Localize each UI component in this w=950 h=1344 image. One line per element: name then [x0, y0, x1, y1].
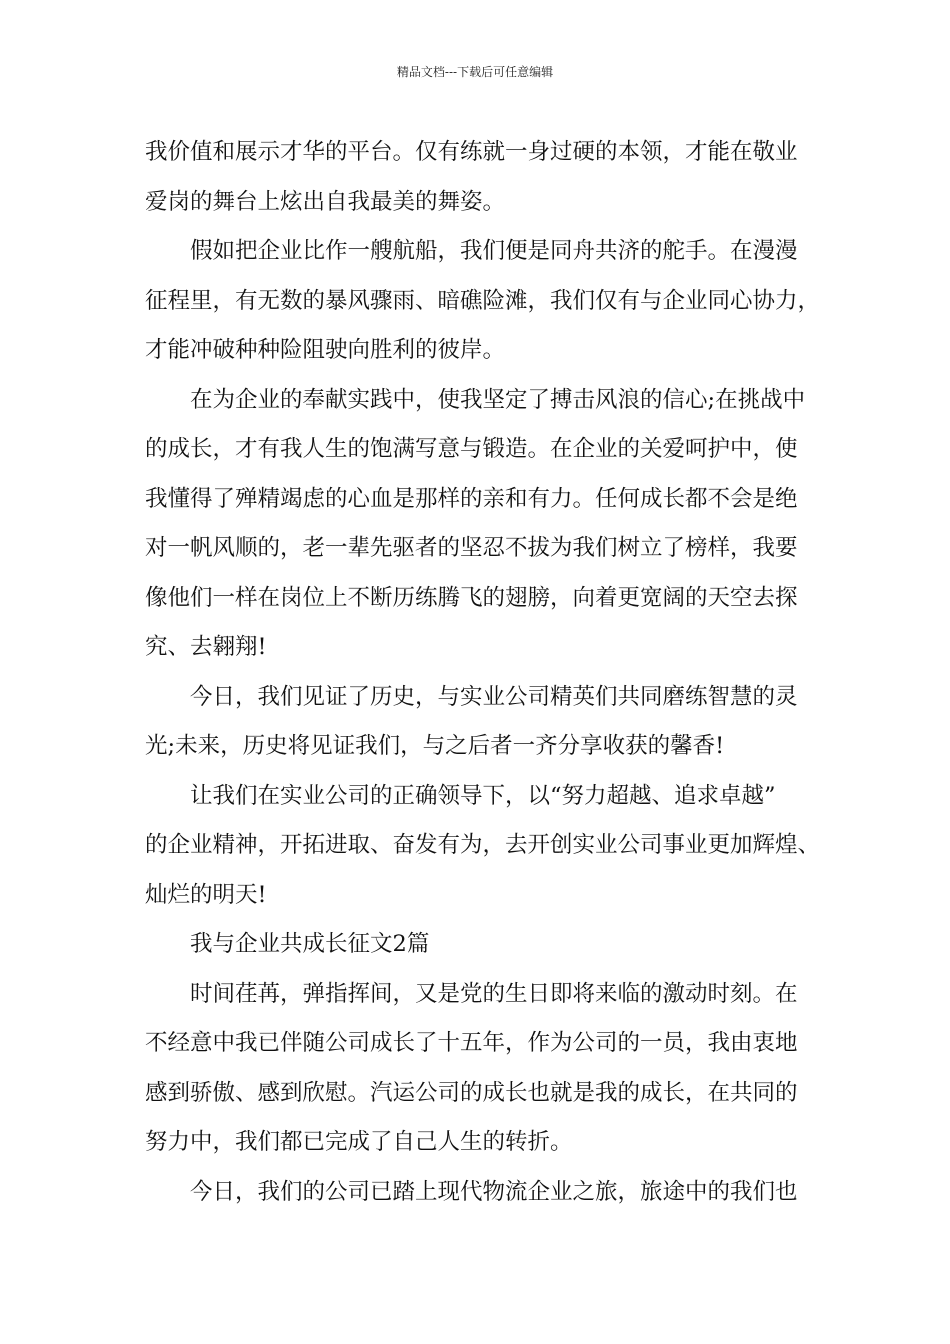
section-heading: 我与企业共成长征文2篇	[190, 931, 430, 957]
text-line: 时间荏苒，弹指挥间，又是党的生日即将来临的激动时刻。在	[190, 980, 798, 1007]
text-line: 灿烂的明天!	[145, 881, 267, 908]
text-line: 才能冲破种种险阻驶向胜利的彼岸。	[145, 337, 506, 363]
page-header: 精品文档---下载后可任意编辑	[396, 65, 554, 79]
text-line: 究、去翱翔!	[145, 634, 267, 660]
text-line: 对一帆风顺的，老一辈先驱者的坚忍不拔为我们树立了榜样，我要	[145, 535, 798, 561]
text-line: 像他们一样在岗位上不断历练腾飞的翅膀，向着更宽阔的天空去探	[145, 584, 798, 611]
text-line: 我价值和展示才华的平台。仅有练就一身过硬的本领，才能在敬业	[145, 139, 798, 165]
text-line: 今日，我们见证了历史，与实业公司精英们共同磨练智慧的灵	[190, 683, 798, 710]
text-line: 在为企业的奉献实践中，使我坚定了搏击风浪的信心;在挑战中	[190, 386, 806, 413]
text-line: 假如把企业比作一艘航船，我们便是同舟共济的舵手。在漫漫	[190, 238, 798, 264]
text-line: 让我们在实业公司的正确领导下，以“努力超越、追求卓越”	[190, 782, 776, 809]
text-line: 努力中，我们都已完成了自己人生的转折。	[145, 1129, 573, 1155]
document-body	[145, 128, 821, 1217]
text-line: 征程里，有无数的暴风骤雨、暗礁险滩，我们仅有与企业同心协力，	[145, 287, 821, 314]
text-line: 感到骄傲、感到欣慰。汽运公司的成长也就是我的成长，在共同的	[145, 1079, 798, 1106]
text-line: 光;未来，历史将见证我们，与之后者一齐分享收获的馨香!	[145, 733, 725, 759]
text-line: 今日，我们的公司已踏上现代物流企业之旅，旅途中的我们也	[190, 1178, 798, 1205]
text-line: 的企业精神，开拓进取、奋发有为，去开创实业公司事业更加辉煌、	[145, 832, 821, 858]
text-line: 爱岗的舞台上炫出自我最美的舞姿。	[145, 188, 506, 215]
text-line: 的成长，才有我人生的饱满写意与锻造。在企业的关爱呵护中，使	[145, 436, 798, 462]
text-line: 不经意中我已伴随公司成长了十五年，作为公司的一员，我由衷地	[145, 1030, 798, 1056]
text-line: 我懂得了殚精竭虑的心血是那样的亲和有力。任何成长都不会是绝	[145, 485, 798, 512]
